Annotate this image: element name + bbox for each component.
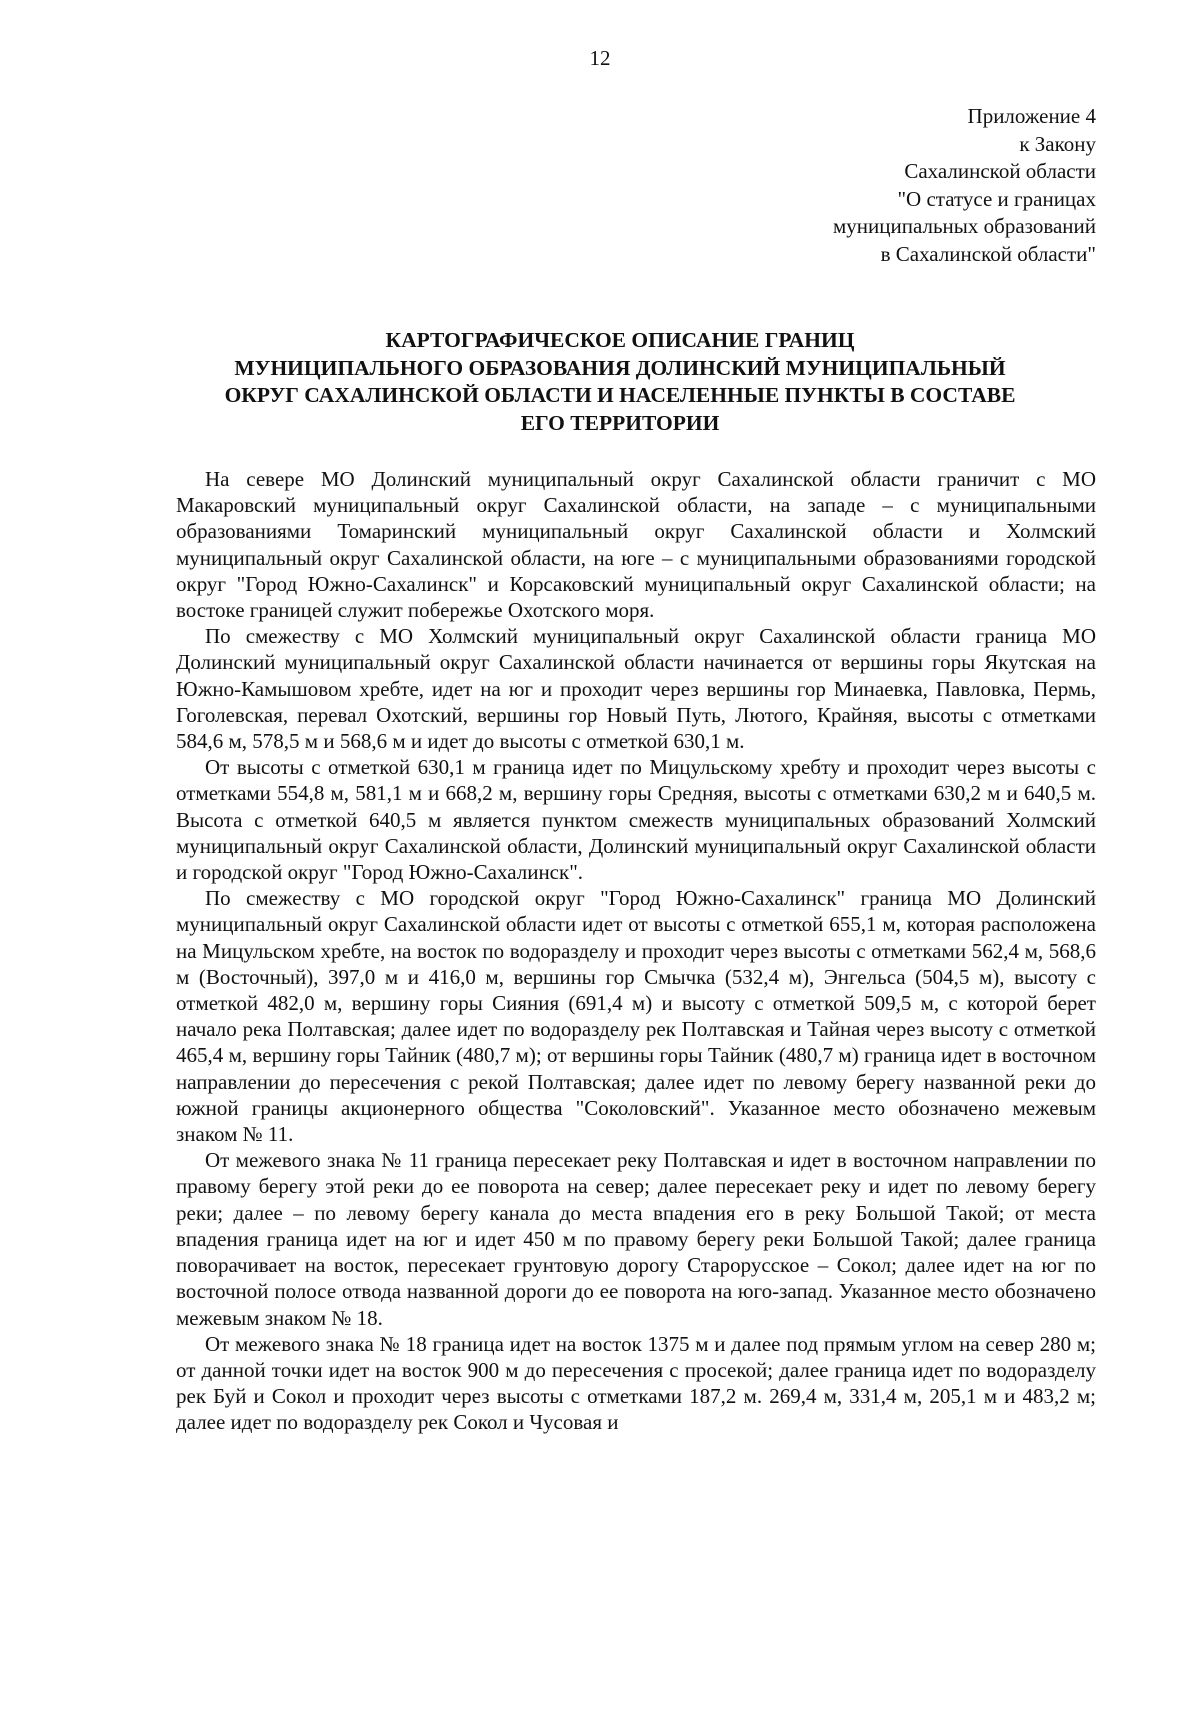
- appendix-line: в Сахалинской области": [880, 241, 1096, 266]
- appendix-line: Приложение 4: [967, 104, 1096, 128]
- paragraph: От межевого знака № 18 граница идет на восток 1375 м и далее под прямым углом на север 280 м; от данной точки идет на восток 900 м до пересечения с просекой; далее граница идет по водоразделу рек Буй и Сокол и проходит через высоты с отметками 187,2 м. 269,4 м, 331,4 м, 205,1 м и 483,2 м; далее идет по водоразделу рек Сокол и Чусовая и: [176, 1331, 1096, 1435]
- paragraph: По смежеству с МО городской округ "Город Южно-Сахалинск" граница МО Долинский муниципальный округ Сахалинской области идет от высоты с отметкой 655,1 м, которая расположена на Мицульском хребте, на восток по водоразделу и проходит через высоты с отметками 562,4 м, 568,6 м (Восточный), 397,0 м и 416,0 м, вершины гор Смычка (532,4 м), Энгельса (504,5 м), высоту с отметкой 482,0 м, вершину горы Сияния (691,4 м) и высоту с отметкой 509,5 м, с которой берет начало река Полтавская; далее идет по водоразделу рек Полтавская и Тайная через высоту с отметкой 465,4 м, вершину горы Тайник (480,7 м); от вершины горы Тайник (480,7 м) граница идет в восточном направлении до пересечения с рекой Полтавская; далее идет по левому берегу названной реки до южной границы акционерного общества "Соколовский". Указанное место обозначено межевым знаком № 11.: [176, 886, 1096, 1147]
- paragraph: От межевого знака № 11 граница пересекает реку Полтавская и идет в восточном направлении по правому берегу этой реки до ее поворота на север; далее пересекает реку и идет по левому берегу реки; далее – по левому берегу канала до места впадения его в реку Большой Такой; от места впадения граница идет на юг и идет 450 м по правому берегу реки Большой Такой; далее граница поворачивает на восток, пересекает грунтовую дорогу Старорусское – Сокол; далее идет на юг по восточной полосе отвода названной дороги до ее поворота на юго-запад. Указанное место обозначено межевым знаком № 18.: [176, 1148, 1096, 1330]
- title-line: ЕГО ТЕРРИТОРИИ: [520, 410, 720, 435]
- title-line: КАРТОГРАФИЧЕСКОЕ ОПИСАНИЕ ГРАНИЦ: [385, 328, 855, 352]
- appendix-reference: [576, 103, 1096, 268]
- paragraph: На севере МО Долинский муниципальный округ Сахалинской области граничит с МО Макаровский муниципальный округ Сахалинской области, на западе – с муниципальными образованиями Томаринский муниципальный округ Сахалинской области и Холмский муниципальный округ Сахалинской области, на юге – с муниципальными образованиями городской округ "Город Южно-Сахалинск" и Корсаковский муниципальный округ Сахалинской области; на востоке границей служит побережье Охотского моря.: [176, 467, 1096, 623]
- appendix-line: муниципальных образований: [833, 214, 1096, 238]
- appendix-line: "О статусе и границах: [897, 186, 1096, 211]
- title-line: МУНИЦИПАЛЬНОГО ОБРАЗОВАНИЯ ДОЛИНСКИЙ МУНИЦИПАЛЬНЫЙ: [234, 355, 1006, 380]
- title-line: ОКРУГ САХАЛИНСКОЙ ОБЛАСТИ И НАСЕЛЕННЫЕ ПУНКТЫ В СОСТАВЕ: [224, 383, 1016, 407]
- paragraph: По смежеству с МО Холмский муниципальный округ Сахалинской области граница МО Долинский муниципальный округ Сахалинской области начинается от вершины горы Якутская на Южно-Камышовом хребте, идет на юг и проходит через вершины гор Минаевка, Павловка, Пермь, Гоголевская, перевал Охотский, вершины гор Новый Путь, Лютого, Крайняя, высоты с отметками 584,6 м, 578,5 м и 568,6 м и идет до высоты с отметкой 630,1 м.: [176, 624, 1096, 754]
- appendix-line: к Закону: [1019, 131, 1096, 156]
- document-title: [150, 327, 1090, 437]
- document-body: [176, 466, 1096, 1436]
- page-number: 12: [589, 46, 611, 70]
- appendix-line: Сахалинской области: [904, 159, 1096, 183]
- paragraph: От высоты с отметкой 630,1 м граница идет по Мицульскому хребту и проходит через высоты с отметками 554,8 м, 581,1 м и 668,2 м, вершину горы Средняя, высоты с отметками 630,2 м и 640,5 м. Высота с отметкой 640,5 м является пунктом смежеств муниципальных образований Холмский муниципальный округ Сахалинской области, Долинский муниципальный округ Сахалинской области и городской округ "Город Южно-Сахалинск".: [176, 755, 1096, 885]
